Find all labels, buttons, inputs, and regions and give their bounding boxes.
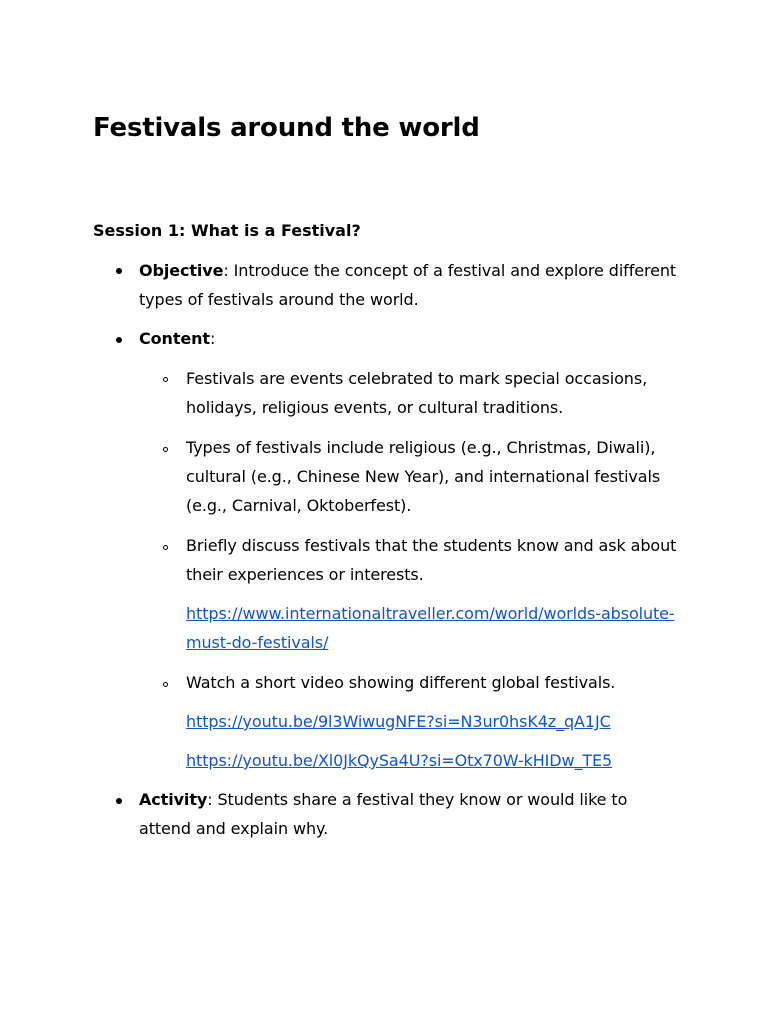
festivals-article-link[interactable]: https://www.internationaltraveller.com/world/worlds-absolute-must-do-festivals/ <box>186 604 675 652</box>
video-link-1[interactable]: https://youtu.be/9l3WiwugNFE?si=N3ur0hsK4z_qA1JC <box>186 712 611 731</box>
bullet-circle-icon <box>163 377 168 382</box>
content-label: Content <box>139 329 210 348</box>
document-title: Festivals around the world <box>93 113 480 143</box>
link-paragraph <box>186 707 686 736</box>
activity-item <box>139 785 679 843</box>
bullet-disc-icon <box>116 268 122 274</box>
objective-text: : Introduce the concept of a festival and explore different types of festivals around the world. <box>139 261 677 309</box>
bullet-circle-icon <box>163 447 168 452</box>
content-subitem: Types of festivals include religious (e.g., Christmas, Diwali), cultural (e.g., Chinese New Year), and international festivals (e.g., Carnival, Oktoberfest). <box>186 438 661 515</box>
session-heading: Session 1: What is a Festival? <box>93 221 361 240</box>
video-link-2[interactable]: https://youtu.be/Xl0JkQySa4U?si=Otx70W-kHIDw_TE5 <box>186 751 613 770</box>
bullet-disc-icon <box>116 798 122 804</box>
activity-text: : Students share a festival they know or would like to attend and explain why. <box>139 790 628 838</box>
objective-label: Objective <box>139 261 224 280</box>
bullet-circle-icon <box>163 682 168 687</box>
content-colon: : <box>209 329 216 348</box>
bullet-disc-icon <box>116 337 122 343</box>
content-subitem: Watch a short video showing different global festivals. <box>186 673 616 692</box>
link-paragraph <box>186 599 686 657</box>
content-subitem: Festivals are events celebrated to mark special occasions, holidays, religious events, or cultural traditions. <box>186 369 648 417</box>
content-item <box>139 324 679 353</box>
link-paragraph <box>186 746 686 775</box>
activity-label: Activity <box>139 790 208 809</box>
content-subitem: Briefly discuss festivals that the students know and ask about their experiences or interests. <box>186 536 677 584</box>
bullet-circle-icon <box>163 545 168 550</box>
objective-item <box>139 256 679 314</box>
